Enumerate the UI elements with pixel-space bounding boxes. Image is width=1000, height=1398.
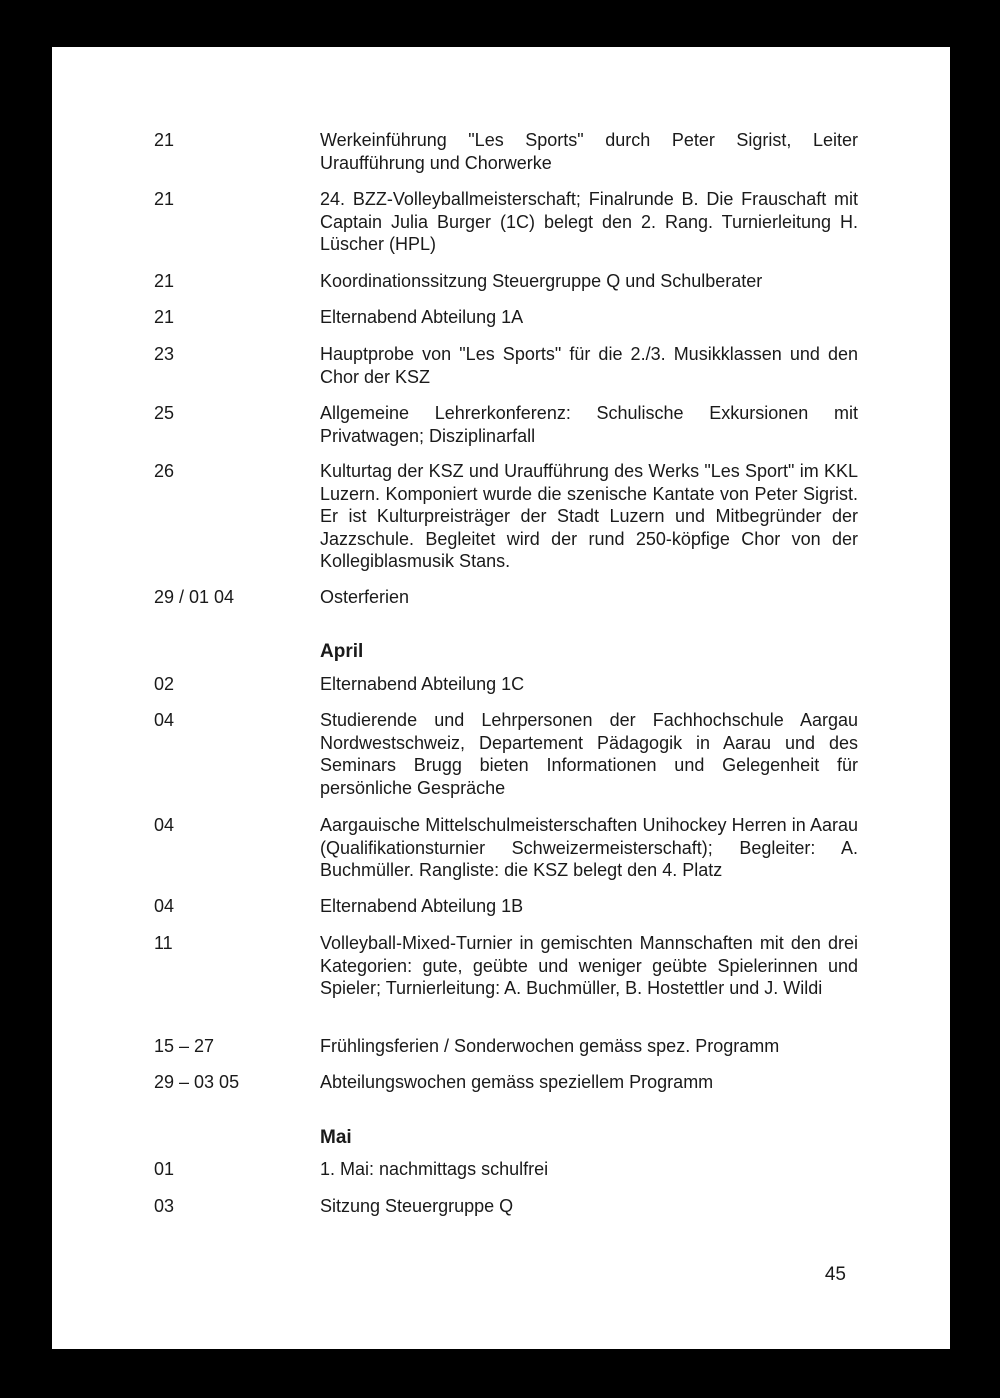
entry-date: 21 [154, 189, 175, 209]
entry-text: Elternabend Abteilung 1C [320, 674, 525, 694]
entry-text: 24. BZZ-Volleyballmeisterschaft; Finalrunde B. Die Frauschaft mit Captain Julia Burger (1C) belegt den 2. Rang. Turnierleitung H. Lüscher (HPL) [320, 189, 858, 254]
entry-date: 04 [154, 815, 175, 835]
entry-text: Frühlingsferien / Sonderwochen gemäss spez. Programm [320, 1036, 780, 1056]
entry-text: Volleyball-Mixed-Turnier in gemischten Mannschaften mit den drei Kategorien: gute, geübte und weniger geübte Spielerinnen und Spieler; Turnierleitung: A. Buchmüller, B. Hostettler und J. Wildi [320, 933, 858, 998]
entry-date: 04 [154, 896, 175, 916]
entry-text: Werkeinführung "Les Sports" durch Peter Sigrist, Leiter Uraufführung und Chorwerke [320, 130, 858, 173]
entry-date: 21 [154, 307, 175, 327]
entry-date: 23 [154, 344, 175, 364]
entry-text: Elternabend Abteilung 1B [320, 896, 524, 916]
entry-text: Aargauische Mittelschulmeisterschaften Unihockey Herren in Aarau (Qualifikationsturnier Schweizermeisterschaft); Begleiter: A. Buchmüller. Rangliste: die KSZ belegt den 4. Platz [320, 815, 858, 880]
document-page [52, 47, 950, 1349]
entry-text: Koordinationssitzung Steuergruppe Q und Schulberater [320, 271, 763, 291]
entry-text: Kulturtag der KSZ und Uraufführung des Werks "Les Sport" im KKL Luzern. Komponiert wurde die szenische Kantate von Peter Sigrist. Er ist Kulturpreisträger der Stadt Luzern und Mitbegründer der Jazzschule. Begleitet wird der rund 250-köpfige Chor von der Kollegiblasmusik Stans. [320, 461, 858, 571]
entry-date: 15 – 27 [154, 1036, 215, 1056]
entry-text: Allgemeine Lehrerkonferenz: Schulische Exkursionen mit Privatwagen; Disziplinarfall [320, 403, 858, 446]
entry-date: 21 [154, 130, 175, 150]
entry-date: 21 [154, 271, 175, 291]
entry-text: Sitzung Steuergruppe Q [320, 1196, 514, 1216]
entry-text: Elternabend Abteilung 1A [320, 307, 524, 327]
entry-date: 26 [154, 461, 175, 481]
entry-date: 02 [154, 674, 175, 694]
entry-text: 1. Mai: nachmittags schulfrei [320, 1159, 549, 1179]
month-heading-mai: Mai [320, 1127, 352, 1148]
page-number: 45 [824, 1264, 846, 1285]
entry-text: Studierende und Lehrpersonen der Fachhochschule Aargau Nordwestschweiz, Departement Pädagogik in Aarau und des Seminars Brugg bieten Informationen und Gelegenheit für persönliche Gespräche [320, 710, 858, 798]
entry-date: 01 [154, 1159, 175, 1179]
entry-text: Abteilungswochen gemäss speziellem Programm [320, 1072, 714, 1092]
entry-text: Hauptprobe von "Les Sports" für die 2./3. Musikklassen und den Chor der KSZ [320, 344, 858, 387]
entry-date: 03 [154, 1196, 175, 1216]
month-heading-april: April [320, 641, 364, 662]
entry-date: 29 / 01 04 [154, 587, 235, 607]
entry-date: 11 [154, 933, 173, 953]
entry-date: 25 [154, 403, 175, 423]
entry-text: Osterferien [320, 587, 410, 607]
entry-date: 29 – 03 05 [154, 1072, 240, 1092]
entry-date: 04 [154, 710, 175, 730]
